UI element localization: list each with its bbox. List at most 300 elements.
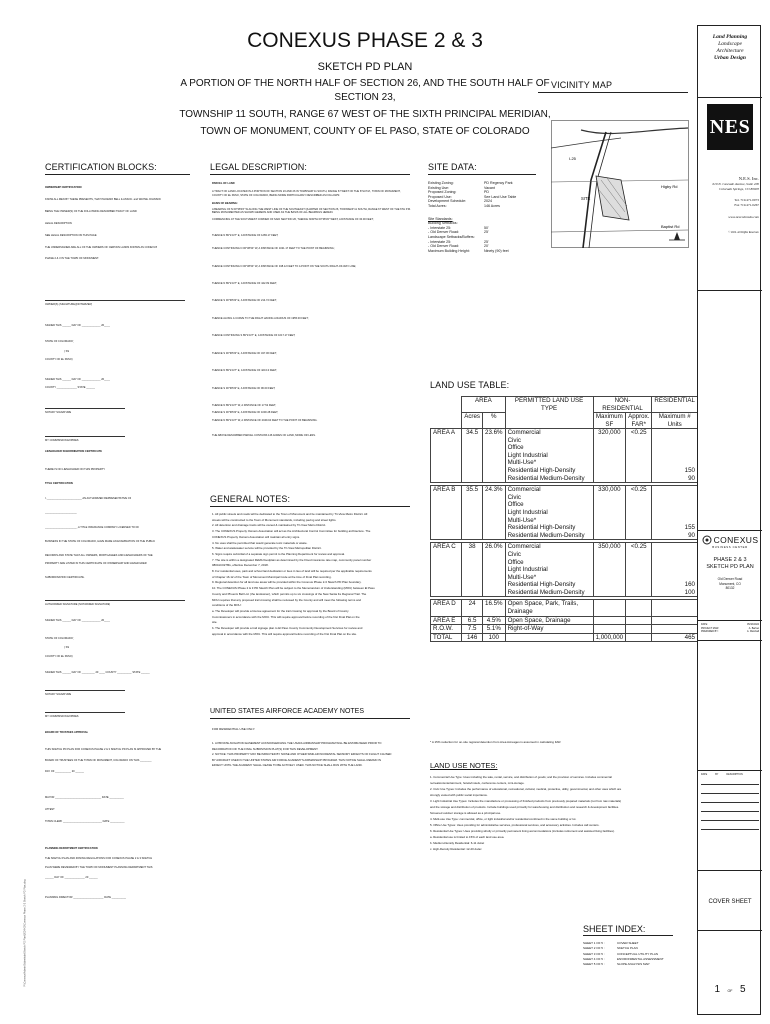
ownership-line-5: THE UNDERSIGNED ARE ALL OF THE OWNERS OF CERTAIN LANDS KNOWN AS CONEXUS — [45, 246, 158, 249]
table-row — [431, 633, 698, 642]
uses-cell — [505, 616, 593, 625]
acres-cell: 24 — [462, 600, 483, 616]
standard-value: Ninety (90) feet — [484, 248, 509, 253]
luse-note-3c: Screened outdoor storage is allowed as a principal use. — [430, 811, 502, 815]
use-item: Multi-Use* — [507, 573, 537, 581]
company-web: www.nescolorado.com — [728, 214, 759, 219]
use-item: Office — [507, 444, 524, 452]
far-cell — [626, 625, 652, 634]
lienholder-text: THERE IS NO LIENHOLDER ON THIS PROPERTY — [45, 468, 106, 471]
prepared-value: A. Marshall — [747, 630, 759, 634]
gen-note-2: 2. All detention and drainage tracts will be owned & maintained by Tri-View Metro District. — [212, 523, 327, 528]
far-cell: <0.25 — [626, 543, 652, 597]
gen-note-3b: CONEXUS Property Owners Association will maintain all entry signs. — [212, 534, 301, 539]
use-item: Open Space, Drainage — [507, 616, 571, 624]
standard-label: Landscape Setbacks/Buffers: — [428, 234, 475, 239]
standard-label: - Old Denver Road: — [428, 244, 459, 249]
standard-label: Maximum Building Height: — [428, 248, 470, 253]
board-line-1: THIS SKETCH PD PLAN FOR CONEXUS PHASE 2 & 3 SKETCH PD PLAN IS APPROVED BY THE — [45, 748, 162, 751]
airforce-heading: UNITED STATES AIRFORCE ACADEMY NOTES — [210, 708, 365, 715]
company-block — [698, 176, 762, 291]
acres-cell: 7.5 — [462, 625, 483, 634]
project-title: PHASE 2 & 3 — [713, 557, 747, 563]
airforce-residential: FOR RESIDENTIAL USE ONLY: — [212, 728, 256, 731]
signed-this: SIGNED THIS ______ DAY OF _____________ 20____ — [45, 324, 110, 327]
luse-note-3b: and the storage and distribution of products. Include buildings used primarily for warehousing and distribution and research & development facilities. — [430, 805, 619, 809]
sf-cell — [593, 616, 626, 625]
ownership-line-4: SEE LEGAL DESCRIPTION ON THIS PAGE — [45, 234, 97, 237]
gen-note-7: 7. The site is within a designated FEMA floodplain as determined by the Flood insurance rate map, community panel number — [212, 557, 372, 562]
unit-item — [654, 543, 695, 551]
use-item: Residential Medium-Density — [507, 531, 585, 539]
gen-note-7b: 08041C0278G, effective December 7, 2018. — [212, 563, 269, 568]
title-strip — [697, 25, 761, 1015]
legal-para-8: THENCE CONTINUING N 00°38'33" W, A DISTANCE OF 1021.17 FEET TO THE POINT OF BEGINNING; — [212, 247, 335, 251]
unit-item — [654, 501, 695, 509]
conexus-icon — [702, 535, 712, 545]
site-parcel — [596, 176, 629, 220]
sheet-index-num: SHEET 1 OF 5 : — [583, 941, 605, 945]
acres-cell: 146 — [462, 633, 483, 642]
gen-note-10b2: approval in accordance with the MOU. This will require approval before recording of the first Final Plat on the site. — [212, 631, 357, 636]
rev-header-desc: DESCRIPTION — [726, 773, 743, 776]
area-cell: AREA A — [431, 429, 462, 483]
page-subtitle: SKETCH PD PLAN — [317, 61, 413, 73]
client-logo-text: CONEXUS — [713, 535, 759, 545]
attest-label: ATTEST — [45, 808, 55, 811]
state-of-2: STATE OF COLORADO ) — [45, 637, 75, 640]
legal-para-2: COUNTY OF EL PASO, STATE OF COLORADO, BEING MORE PARTICULARLY DESCRIBED AS FOLLOWS: — [212, 193, 340, 197]
blank-block — [698, 291, 762, 531]
notary-signature: NOTARY SIGNATURE — [45, 411, 72, 414]
sheet-index-num: SHEET 3 OF 5 : — [583, 951, 605, 956]
title-cert-line-5: RECORDS AND STATE THAT ALL OWNERS, MORTGAGEES AND LIENHOLDERS OF THE — [45, 554, 153, 557]
sheet-index-list — [583, 941, 693, 967]
gen-note-8b: of Chapter 16.12 of the Town of Monument Municipal Code at the time of Final Plat recording. — [212, 574, 332, 579]
pm-value: A. Barlow — [748, 626, 759, 630]
land-use-heading: LAND USE TABLE: — [430, 380, 510, 390]
date-label: DATE: — [701, 623, 708, 626]
client-block — [698, 531, 762, 621]
sheet-number-block — [698, 931, 762, 1015]
firm-line: Landscape — [718, 41, 742, 47]
legal-para-4: A BEARING OF N 00°38'33" W ALONG THE WEST LINE OF THE SOUTHEAST QUARTER OF SECTION 26, TOWNSHIP 11 SOUTH, RANGE 67 WEST OF THE 6TH P.M. — [212, 207, 411, 211]
project-info-block — [698, 621, 762, 641]
far-cell — [626, 633, 652, 642]
legal-para-14: THENCE S 00°38'33" E, A DISTANCE OF 347.06 FEET; — [212, 351, 277, 355]
county-of: COUNTY OF EL PASO) — [45, 358, 73, 361]
use-item — [508, 634, 591, 642]
board-title: BOARD OF TRUSTEES APPROVAL — [45, 731, 89, 734]
site-row-value: 2024 — [484, 199, 492, 204]
sheet-index-heading: SHEET INDEX: — [583, 924, 646, 934]
standard-value: 20' — [484, 244, 489, 249]
gen-note-10a: a. The Developer will provide a license agreement for the trail crossing for approval by the Board of County — [212, 608, 349, 613]
signed-this-2: SIGNED THIS ______ DAY OF _____________ 20____ — [45, 619, 110, 622]
far-cell — [626, 600, 652, 616]
units-cell — [652, 429, 698, 483]
sheet-number: 1 — [714, 984, 721, 995]
gen-note-3: 3. The CONEXUS Property Owners Association will act as the Architectural Control Committee for building architecture. The — [212, 529, 371, 534]
logo-block — [698, 98, 762, 183]
ownership-title: OWNERSHIP CERTIFICATION — [45, 186, 82, 189]
pct-cell: 100 — [483, 633, 506, 642]
rev-header-by: BY — [715, 773, 719, 776]
standard-label: - Interstate 25: — [428, 239, 452, 244]
use-item: Multi-Use* — [507, 516, 537, 524]
pct-cell: 4.5% — [483, 616, 506, 625]
description-line-1: A PORTION OF THE NORTH HALF OF SECTION 26, AND THE SOUTH HALF OF SECTION 23, — [180, 78, 550, 103]
unit-item — [654, 600, 695, 608]
airforce-list — [212, 741, 417, 769]
far-cell: <0.25 — [626, 429, 652, 483]
use-item: Civic — [507, 436, 521, 444]
sheet-of: OF — [727, 989, 733, 993]
site-row-value: 146 Acres — [484, 203, 500, 208]
uses-cell — [505, 633, 593, 642]
sheet-index-title: SKETCH PLAN — [617, 946, 638, 951]
ss-mark: ) SS — [64, 350, 70, 353]
legal-para-11: THENCE S 00°38'33" E, A DISTANCE OF 214.72 FEET; — [212, 299, 277, 303]
use-item: Residential High-Density — [507, 524, 576, 532]
legal-para-3: BASIS OF BEARING: — [212, 202, 238, 206]
unit-item: 150 — [684, 466, 695, 474]
unit-item — [654, 437, 695, 445]
conexus-logo — [698, 535, 762, 545]
board-line-3: DAY OF ___________ 20 ______ — [45, 770, 84, 773]
af-note-1: 1. A PRIVATE AVIGATION EASEMENT ACKNOWLEDGING THE USAFA AIRMANSHIP PROGRAM WILL BE ESTABLISHED PRIOR TO — [212, 741, 382, 745]
title-cert-line-1: I, ________________________ AN AUTHORIZED REPRESENTATIVE OF — [45, 497, 132, 500]
planning-line-2: PLAN WERE REVIEWED BY THE TOWN OF MONUMENT PLANNING DEPARTMENT THIS — [45, 866, 153, 869]
luse-note-4: 4. Multi-use Use Type: commercial, office, or light industrial and/or residential combined in the same building or lot. — [430, 817, 577, 821]
firm-block — [698, 26, 762, 98]
use-item: Multi-Use* — [507, 459, 537, 467]
uses-cell — [505, 600, 593, 616]
company-fax: Fax 719.471.0267 — [734, 203, 759, 208]
ownership-line-3: LEGAL DESCRIPTION: — [45, 222, 73, 225]
sheet-index-title: ENVIRONMENTAL ASSESSMENT — [617, 956, 664, 961]
area-cell: TOTAL — [431, 633, 462, 642]
general-notes-heading: GENERAL NOTES: — [210, 494, 291, 504]
af-note-2b: BY AIRCRAFT USED IN THE UNITED STATES AIR FORCE ACADEMY'S AIRMANSHIP PROGRAM. THIS NOTICE SHALL REMAIN IN — [212, 757, 381, 762]
use-item: Commercial — [507, 543, 541, 551]
legal-para-6: COMMENCING AT THE SOUTHWEST CORNER OF SAID SECTION 26, THENCE NORTH 00°38'33" WEST, A DISTANCE OF 30.00 FEET; — [212, 218, 374, 222]
rev-header-date: DATE — [701, 773, 708, 776]
gen-note-10d: conditions of the MOU: — [212, 603, 242, 608]
sheet-index-num: SHEET 2 OF 5 : — [583, 946, 605, 951]
pm-label: PROJECT MGR: — [701, 626, 720, 630]
site-data-heading: SITE DATA: — [428, 162, 477, 172]
unit-item: 155 — [684, 524, 695, 532]
signed-county: SIGNED THIS ______ DAY OF _____________ 20____ — [45, 378, 110, 381]
unit-item — [654, 625, 695, 633]
unit-item — [654, 509, 695, 517]
gen-note-8: 8. For residential uses, park and school land dedication or fees in lieu of land will be required per the applicable requirements — [212, 569, 372, 574]
legal-para-18: THENCE S 00°38'33" E, A DISTANCE OF 1000.28 FEET; — [212, 411, 279, 415]
commission-expires: MY COMMISSION EXPIRES — [45, 439, 79, 442]
land-use-footnote: * A 15% reduction for on-site regional detention from Area Acreages is assumed in calculating FAR. — [430, 741, 562, 744]
town-clerk-line: TOWN CLERK ___________________________ DATE __________ — [45, 820, 125, 823]
uses-cell — [505, 429, 593, 483]
th-permitted: PERMITTED LAND USE TYPE — [505, 397, 593, 429]
notary-signature-2: NOTARY SIGNATURE — [45, 693, 72, 696]
unit-item: 90 — [688, 474, 695, 482]
area-cell: R.O.W. — [431, 625, 462, 634]
th-nonres: NON-RESIDENTIAL — [593, 397, 652, 413]
use-item: Commercial — [507, 486, 541, 494]
sf-cell — [593, 625, 626, 634]
acres-cell: 34.5 — [462, 429, 483, 483]
ownership-line-6: PHASE 2 & 3 IN THE TOWN OF MONUMENT. — [45, 257, 100, 260]
use-item: Light Industrial — [507, 451, 548, 459]
gen-note-10a2: Commissioners in accordance with the MOU. This will require approval before recording of the first Final Plat on the — [212, 614, 360, 619]
title-cert-title: TITLE CERTIFICATION — [45, 482, 73, 485]
use-item: Right-of-Way — [507, 625, 544, 633]
title-cert-line-2: ______________________ — [45, 511, 77, 514]
copyright: © 2022. All Rights Reserved. — [728, 231, 759, 235]
unit-item — [654, 494, 695, 502]
uses-cell — [505, 486, 593, 540]
site-row-label: Existing Zoning: — [428, 181, 454, 185]
gen-note-10: 10. The CONEXUS Phase 2 & 3 PD Sketch Plan will be subject to the Memorandum of Understanding (MOU) between El Paso — [212, 586, 375, 591]
title-cert-line-6: PROPERTY ARE LISTED IN THIS CERTIFICATE OF OWNERSHIP AND LIENHOLDER — [45, 562, 147, 565]
standard-value: 25' — [484, 230, 489, 235]
use-item: Residential Medium-Density — [507, 588, 585, 596]
units-cell — [652, 616, 698, 625]
vicinity-map-heading: VICINITY MAP — [551, 80, 613, 90]
sheet-total: 5 — [739, 984, 746, 995]
table-row — [431, 429, 698, 483]
use-item: Residential High-Density — [507, 466, 576, 474]
gen-note-10b: County and Phoenix Bell Ltd. (the landowner), which permits up to six crossings of the New Santa Fe Regional Trail. The — [212, 591, 367, 596]
use-item: Light Industrial — [507, 566, 548, 574]
gen-note-10a3: site. — [212, 620, 218, 625]
sf-cell — [593, 600, 626, 616]
authorized-signature: AUTHORIZED SIGNATURE (NOTARIZED SIGNATURE) — [45, 603, 111, 606]
ownership-line-1: KNOW ALL MEN BY THESE PRESENTS, THAT PHOENIX BELL & ASSOC. and WAYNE JOHNSON — [45, 198, 162, 201]
road-left-top — [551, 138, 621, 148]
owners-signature: OWNER(S) (SIGNATURE)(NOTARIZED) — [45, 303, 93, 306]
legal-para-1: A TRACT OF LAND LOCATED IN A PORTION OF SECTION 23 AND 26 IN TOWNSHIP 11 SOUTH, RANGE 67 WEST OF THE 6TH P.M., TOWN OF MONUMENT, — [212, 190, 401, 194]
unit-item — [654, 517, 695, 525]
sf-cell: 1,000,000 — [593, 633, 626, 642]
unit-item — [654, 452, 695, 460]
units-cell — [652, 625, 698, 634]
standard-label: - Old Denver Road: — [428, 230, 459, 235]
use-item: Residential High-Density — [507, 581, 576, 589]
unit-item: 90 — [688, 531, 695, 539]
table-row — [431, 486, 698, 540]
board-line-2: BOARD OF TRUSTEES OF THE TOWN OF MONUMENT, COLORADO ON THIS ________ — [45, 759, 152, 762]
certification-heading: CERTIFICATION BLOCKS: — [45, 162, 157, 172]
units-cell — [652, 486, 698, 540]
vicinity-map — [551, 120, 689, 248]
legal-para-20: THE ABOVE DESCRIBED PARCEL CONTAINS 146 ACRES OF LAND, MORE OR LESS. — [212, 434, 316, 438]
sheet-index-title: CONCEPTUAL UTILITY PLAN — [617, 951, 659, 956]
legal-para-7: THENCE N 89°21'27" E, A DISTANCE OF 1283.17 FEET; — [212, 233, 279, 237]
unit-item — [654, 444, 695, 452]
pct-cell: 5.1% — [483, 625, 506, 634]
site-row-label: Proposed Use: — [428, 194, 452, 199]
legal-para-19: THENCE N 89°21'27" W, A DISTANCE OF 2049.04 FEET TO THE POINT OF BEGINNING. — [212, 418, 318, 422]
table-row — [431, 600, 698, 616]
th-area: AREA — [462, 397, 505, 413]
sheet-index-num: SHEET 4 OF 5 : — [583, 956, 605, 961]
site-row-label: Development Schedule: — [428, 199, 467, 204]
state-of: STATE OF COLORADO ) — [45, 340, 75, 343]
unit-item — [654, 459, 695, 467]
planning-line-3: ______ DAY OF ______________ 20 ______ — [45, 876, 98, 879]
county-state: COUNTY ______________ STATE ______ — [45, 386, 95, 389]
site-row-value: Vacant — [484, 185, 495, 190]
unit-item: 160 — [684, 581, 695, 589]
luse-note-6b: b. Medium-Density Residential: 6-11 du/ac — [430, 841, 485, 845]
ownership-line-2: BEING THE OWNER(S) OF THE FOLLOWING DESCRIBED TRACT OF LAND: — [45, 210, 138, 213]
unit-item — [654, 559, 695, 567]
unit-item — [654, 574, 695, 582]
title-cert-line-7: SUBORDINATION CERTIFICATE. — [45, 576, 85, 579]
af-note-1b: RECORDATION OF THE FINAL SUBDIVISION PLAT(S) FOR THIS DEVELOPMENT. — [212, 746, 319, 751]
gen-note-1: 1. All public streets and roads will be dedicated to the Town of Monument and be maintained by Tri-View Metro District. All — [212, 512, 368, 516]
map-label-site: SITE — [581, 196, 591, 201]
site-row-value: PD Regency Park — [484, 181, 513, 185]
page-title: CONEXUS PHASE 2 & 3 — [247, 29, 483, 52]
use-item: Residential Medium-Density — [507, 474, 585, 482]
firm-line: Urban Design — [714, 55, 746, 61]
use-item: Civic — [507, 550, 521, 558]
map-label-baptist: Baptist Rd — [661, 224, 680, 229]
units-cell — [652, 543, 698, 597]
land-use-notes-list — [430, 774, 695, 852]
planning-line-1: THE SKETCH PLAN AND ZONING REGULATIONS FOR CONEXUS PHASE 2 & 3 SKETCH — [45, 857, 153, 860]
legal-description — [212, 182, 412, 438]
unit-item: 100 — [684, 588, 695, 596]
map-label-higby: Higby Rd — [661, 184, 678, 189]
area-cell: AREA E — [431, 616, 462, 625]
site-row-value: See Land Use Table — [484, 194, 517, 199]
site-row-label: Existing Use: — [428, 185, 449, 190]
af-note-2: 2. NOTICE: THIS PROPERTY MAY BE IMPACTED BY NOISE AND OTHER SIMILAR INCIDENTAL SENSORY EFFECTS OF FLIGHT CAUSED — [212, 752, 392, 757]
standard-label: - Interstate 25: — [428, 225, 452, 230]
legal-para-16: THENCE S 00°38'33" E, A DISTANCE OF 96.00 FEET; — [212, 386, 276, 390]
general-notes-list — [212, 512, 417, 637]
company-address2: Colorado Springs, CO 80903 — [719, 187, 759, 192]
legal-para-9: THENCE CONTINUING N 00°38'33" W, A DISTANCE OF 348.12 FEET TO A POINT ON THE SOUTH RIGHT-OF-WAY LINE; — [212, 264, 357, 268]
north-arrow-icon — [669, 232, 685, 240]
uses-cell — [505, 625, 593, 634]
firm-line: Land Planning — [712, 34, 748, 40]
land-use-notes-heading: LAND USE NOTES: — [430, 761, 498, 770]
legal-para-12: THENCE ALONG A CURVE TO THE RIGHT HAVING A RADIUS OF 1955.00 FEET; — [212, 316, 309, 320]
unit-item — [654, 617, 695, 625]
description-line-2: TOWNSHIP 11 SOUTH, RANGE 67 WEST OF THE SIXTH PRINCIPAL MERIDIAN, — [179, 109, 551, 120]
units-cell — [652, 633, 698, 642]
af-note-2c: EFFECT UNTIL THE ACADEMY SHALL CEASE TO BE ACTIVELY USED. THIS NOTICE SHALL RUN WITH THE LAND. — [212, 763, 363, 768]
legal-heading: LEGAL DESCRIPTION: — [210, 162, 307, 172]
pct-cell: 16.5% — [483, 600, 506, 616]
lienholder-title: LIENHOLDER SUBORDINATION CERTIFICATE — [45, 450, 102, 453]
standard-label: Building Setbacks: — [428, 221, 458, 226]
sheet-index-num: SHEET 5 OF 5 : — [583, 962, 605, 967]
far-cell — [626, 616, 652, 625]
commission-expires-2: MY COMMISSION EXPIRES — [45, 715, 79, 718]
nes-logo — [707, 104, 753, 150]
sheet-index-title: SLOPE ANALYSIS MAP — [617, 962, 650, 967]
th-max-sf: Maximum SF — [593, 413, 626, 429]
legal-para-10: THENCE N 89°21'27" E, A DISTANCE OF 442.09 FEET; — [212, 282, 277, 286]
th-acres: Acres — [462, 413, 483, 429]
land-use-table — [430, 396, 698, 642]
legal-para-5: BEING MONUMENTED AS SHOWN HEREON AND USED AS THE BASIS OF ALL BEARINGS HEREIN. — [212, 211, 334, 215]
th-max-units: Maximum # Units — [652, 413, 698, 429]
luse-note-2: 2. Civic Use Types: Includes the performance of educational, recreational, cultural, medical, protective, utility, governmental, and other uses which are — [430, 787, 622, 791]
area-cell: AREA B — [431, 486, 462, 540]
pct-cell: 23.6% — [483, 429, 506, 483]
mayor-line: MAYOR ________________________________ DATE __________ — [45, 796, 124, 799]
acres-cell: 6.5 — [462, 616, 483, 625]
units-cell — [652, 600, 698, 616]
firm-line: Architecture — [716, 48, 744, 54]
unit-item — [654, 566, 695, 574]
legal-parcel-label: PARCEL OF LAND — [212, 182, 235, 185]
luse-note-6: 6. Residential Use Types: Uses providing wholly or primarily permanent living accommodations (includes retirement and assisted living facilities). — [430, 829, 615, 833]
legal-para-15: THENCE N 89°21'27" E, A DISTANCE OF 420.13 FEET; — [212, 369, 277, 373]
site-row-value: PD — [484, 190, 489, 195]
table-row — [431, 616, 698, 625]
luse-note-1: 1. Commercial Use Type: Uses including the sale, rental, service, and distribution of goods; and the provision of services. Includes commercial — [430, 775, 612, 779]
title-cert-line-3: ______________________, A TITLE INSURANCE COMPANY LICENSED TO DO — [45, 526, 140, 529]
luse-note-6a: a. Residential use is limited to 15% of each land use area. — [430, 835, 505, 839]
location-line: 80132 — [725, 586, 735, 591]
use-item: Open Space, Park, Trails, Drainage — [507, 600, 579, 616]
gen-note-10b1: b. The Developer will provide a trail signage plan to El Paso County Community Development Services for review and — [212, 626, 363, 631]
sf-cell: 350,000 — [593, 543, 626, 597]
signed-county-2: SIGNED THIS ______ DAY OF _________ 20 ____ COUNTY __________ STATE ______ — [45, 671, 150, 674]
company-name: N.E.S. Inc. — [738, 176, 759, 181]
table-row — [431, 543, 698, 597]
pct-cell: 26.0% — [483, 543, 506, 597]
use-item: Light Industrial — [507, 508, 548, 516]
gen-note-1b: streets will be constructed to the Town of Monument standards, including paving and street lights. — [212, 517, 337, 522]
site-standards-title: Site Standards: — [428, 216, 453, 221]
ss-mark-2: ) SS — [64, 646, 70, 649]
planning-title: PLANNING DEPARTMENT CERTIFICATION — [45, 847, 98, 850]
acres-cell: 38 — [462, 543, 483, 597]
use-item: Commercial — [507, 429, 541, 436]
gen-note-10c: MOU requires that any proposed trail crossing shall be reviewed by the County and will meet the following terms and — [212, 597, 361, 602]
road-top — [581, 128, 688, 133]
pct-cell: 24.3% — [483, 486, 506, 540]
unit-item: 465 — [684, 633, 695, 641]
company-tel: Tel. 719.471.0073 — [734, 197, 759, 202]
use-item: Office — [507, 501, 524, 509]
far-cell: <0.25 — [626, 486, 652, 540]
site-row-label: Total Acres: — [428, 203, 447, 208]
unit-item — [654, 551, 695, 559]
sf-cell: 320,000 — [593, 429, 626, 483]
th-pct: % — [483, 413, 506, 429]
gen-note-6: 6. Signs require submittal of a separate sign permit to the Planning Department for review and approval. — [212, 551, 345, 556]
unit-item — [654, 429, 695, 437]
luse-note-5: 5. Office Use Types: Uses providing for administrative services, professional services, and accessory activities. Includes call centers. — [430, 823, 600, 827]
file-path: P:\Conexus\Admin\Submittals\Sketch PD Plan\2024-05\Conexus Phase 2-3 Sketch PD Plan.dwg — [23, 879, 27, 987]
gen-note-9: 9. Regional detention for all land use areas will be provided within the Conexus Phase 2-3 Sketch PD Plan boundary. — [212, 580, 362, 585]
revisions-block — [698, 771, 762, 871]
luse-note-1b: recreation/entertainment, hotels/motels, conference centers, mini-storage. — [430, 781, 525, 785]
planning-director-line: PLANNING DIRECTOR _____________________ DATE __________ — [45, 896, 127, 899]
table-row — [431, 625, 698, 634]
location-line: Monument, CO — [719, 581, 741, 586]
